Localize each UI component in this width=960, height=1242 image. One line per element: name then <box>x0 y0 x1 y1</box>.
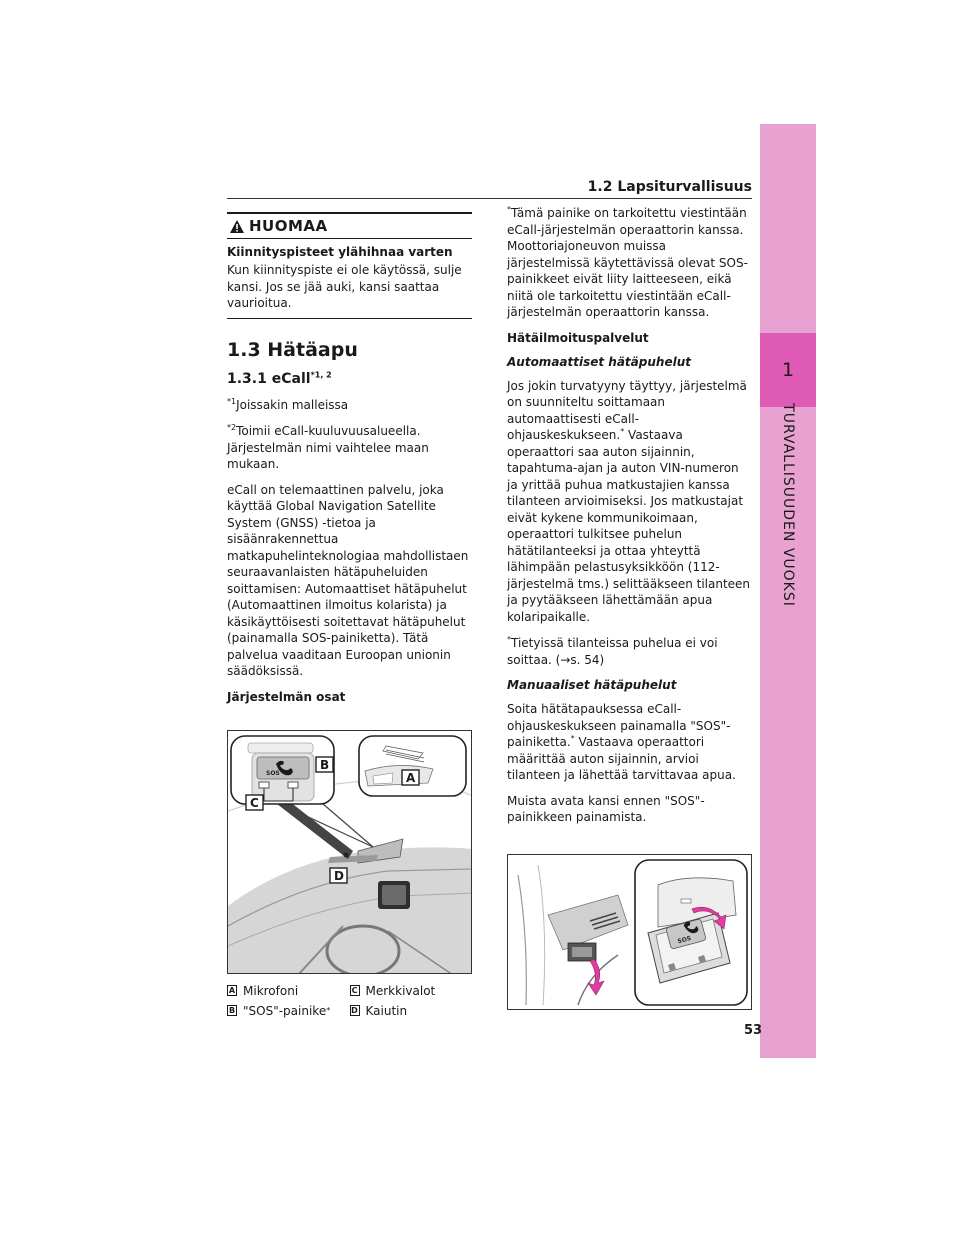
section-heading: 1.3 Hätäapu <box>227 338 358 361</box>
svg-text:C: C <box>250 795 259 810</box>
footnote-ref: * <box>570 734 575 743</box>
legend-badge: C <box>350 985 360 996</box>
intro-paragraph: eCall on telemaattinen palvelu, joka käyttää Global Navigation Satellite System (GNSS) -tietoa ja sisäänrakennettua matkapuhelinteknologiaa mahdollistaen seuraavanlaisten hätäpuheluiden soittamisen: Automaattiset hätäpuhelut (Automaattinen ilmoitus kolarista) ja käsikäyttöisesti soitettavat hätäpuhelut (painamalla SOS-painiketta). Tätä palvelua vaaditaan Euroopan unionin säädöksissä. <box>227 482 469 678</box>
services-heading: Hätäilmoituspalvelut <box>507 330 649 345</box>
legend-badge: B <box>228 1006 236 1015</box>
legend-badge: A <box>228 986 236 995</box>
warning-icon <box>229 219 245 234</box>
figure-2-illustration <box>508 855 752 1010</box>
sos-button-footnote: *Tämä painike on tarkoitettu viestintään eCall-järjestelmän operaattorin kanssa. Moottoriajoneuvon muissa järjestelmissä käytettävissä olevat SOS-painikkeet eivät liity laitteeseen, eikä niitä ole tarkoitettu viestintään eCall-järjestelmän operaattorin kanssa. <box>507 205 748 319</box>
manual-calls-text: Soita hätätapauksessa eCall-ohjauskeskukseen painamalla "SOS"-painiketta.* Vastaava operaattori määrittää auton sijainnin, arvioi tilanteen ja lähettää tarvittavaa apua. <box>507 702 736 782</box>
auto-calls-text: Jos jokin turvatyyny täyttyy, järjestelmä on suunniteltu soittamaan automaattisesti eCall-ohjauskeskukseen.* Vastaava operaattori saa auton sijainnin, tapahtuma-ajan ja auton VIN-numeron ja yrittää puhua matkustajien kanssa tilanteen arvioimiseksi. Jos matkustajat eivät kykene kommunikoimaan, operaattori tulkitsee puhelun hätätilanteeksi ja ottaa yhteyttä lähimpään pelastusyksikköön (112-järjestelmä tms.) selittääkseen tilanteen ja pyytääkseen lähettämään apua kolaripaikalle. <box>507 378 751 624</box>
note-title: HUOMAA <box>249 217 328 235</box>
manual-calls-heading: Manuaaliset hätäpuhelut <box>507 678 677 692</box>
section-header: 1.2 Lapsiturvallisuus <box>587 179 752 195</box>
subsection-heading: 1.3.1 eCall$^{*1, 2}$ <box>227 369 332 387</box>
figure-legend <box>227 984 472 1018</box>
footnote-mark: * <box>507 205 511 214</box>
sos-label: SOS <box>676 934 692 945</box>
chapter-number-tab[interactable] <box>760 333 816 407</box>
footnote-mark: * <box>507 635 511 644</box>
note-header <box>227 214 472 239</box>
header-divider <box>227 198 752 199</box>
svg-text:A: A <box>406 770 416 785</box>
note-text: Kun kiinnityspiste ei ole käytössä, sulje kansi. Jos se jää auki, kansi saattaa vaurioitua. <box>227 263 462 310</box>
components-heading: Järjestelmän osat <box>227 689 346 704</box>
subsection-heading-mark: *1, 2 <box>310 369 332 379</box>
footnote-mark: *1 <box>227 396 237 406</box>
footnote-2: $^{*2}$Toimii eCall-kuuluvuusalueella. Järjestelmän nimi vaihtelee maan mukaan. <box>227 423 429 471</box>
figure-1-illustration <box>228 731 472 974</box>
callout-d <box>330 868 347 883</box>
svg-text:D: D <box>334 868 344 883</box>
footnote-1: $^{*1}$Joissakin malleissa <box>227 396 349 412</box>
note-box <box>227 212 472 319</box>
chapter-label: TURVALLISUUDEN VUOKSI <box>780 403 796 607</box>
legend-badge: D <box>351 1006 358 1015</box>
legend-item-d: D Kaiutin <box>351 1003 408 1018</box>
note-subtitle: Kiinnityspisteet ylähihnaa varten <box>227 245 453 259</box>
legend-item-b: B "SOS"-painike * <box>228 1003 331 1018</box>
figure-open-cover <box>507 854 752 1010</box>
callout-b <box>316 757 333 772</box>
legend-item-a: A Mikrofoni <box>228 983 299 998</box>
callout-a <box>402 770 419 785</box>
press-direction-arrow <box>588 959 604 995</box>
sos-label: SOS <box>266 769 280 777</box>
footnote-mark: *2 <box>227 423 237 432</box>
svg-text:B: B <box>320 757 330 772</box>
right-column <box>507 205 752 1010</box>
auto-calls-heading: Automaattiset hätäpuhelut <box>507 354 691 369</box>
callout-c <box>246 795 263 810</box>
footnote-ref: * <box>620 427 625 436</box>
legend-item-c: C Merkkivalot <box>350 984 473 998</box>
figure-system-components <box>227 730 472 974</box>
call-limitation-footnote: *Tietyissä tilanteissa puhelua ei voi soittaa. (→s. 54) <box>507 635 718 667</box>
open-cover-reminder: Muista avata kansi ennen "SOS"-painikkeen painamista. <box>507 793 705 824</box>
page-number: 53 <box>744 1023 763 1038</box>
chapter-number: 1 <box>781 359 795 381</box>
left-column <box>227 212 472 1018</box>
